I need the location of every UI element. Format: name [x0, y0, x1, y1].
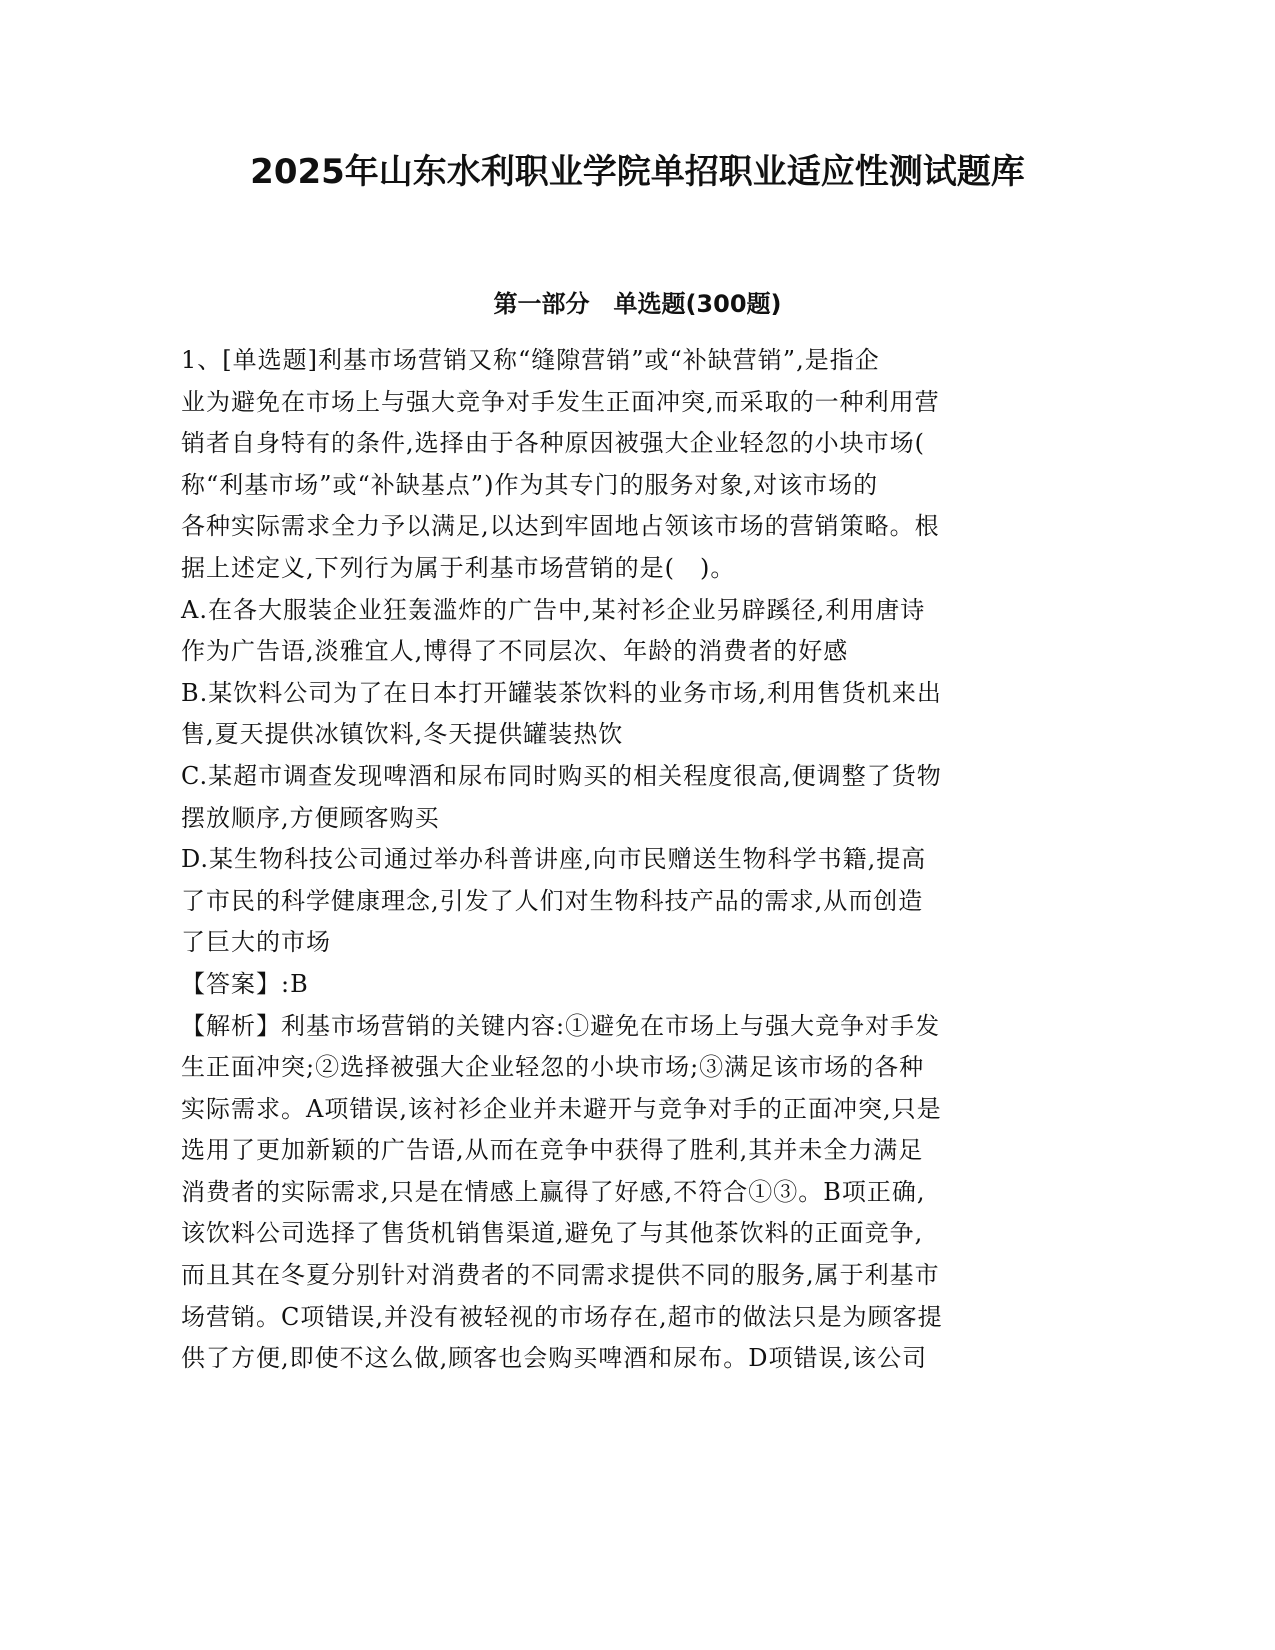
analysis-line: 实际需求。A项错误,该衬衫企业并未避开与竞争对手的正面冲突,只是: [181, 1094, 942, 1123]
analysis-line: 选用了更加新颖的广告语,从而在竞争中获得了胜利,其并未全力满足: [181, 1136, 924, 1165]
option-d-line: D.某生物科技公司通过举办科普讲座,向市民赠送生物科学书籍,提高: [181, 845, 927, 874]
question-stem-line: 1、[单选题]利基市场营销又称“缝隙营销”或“补缺营销”,是指企: [181, 346, 880, 374]
question-stem-line: 称“利基市场”或“补缺基点”)作为其专门的服务对象,对该市场的: [181, 470, 879, 499]
question-stem-line: 各种实际需求全力予以满足,以达到牢固地占领该市场的营销策略。根: [181, 512, 940, 541]
option-a-line: A.在各大服装企业狂轰滥炸的广告中,某衬衫企业另辟蹊径,利用唐诗: [181, 595, 926, 624]
option-c-line: C.某超市调查发现啤酒和尿布同时购买的相关程度很高,便调整了货物: [181, 761, 942, 790]
question-stem-line: 销者自身特有的条件,选择由于各种原因被强大企业轻忽的小块市场(: [181, 429, 925, 458]
answer-line: 【答案】:B: [181, 969, 309, 998]
section-heading: 第一部分 单选题(300题): [493, 290, 782, 318]
analysis-line: 生正面冲突;②选择被强大企业轻忽的小块市场;③满足该市场的各种: [181, 1053, 925, 1082]
analysis-line: 场营销。C项错误,并没有被轻视的市场存在,超市的做法只是为顾客提: [181, 1302, 943, 1331]
option-d-line: 了巨大的市场: [181, 928, 331, 957]
document-title: 2025年山东水利职业学院单招职业适应性测试题库: [250, 152, 1025, 192]
analysis-line: 【解析】利基市场营销的关键内容:①避免在市场上与强大竞争对手发: [181, 1011, 941, 1040]
option-c-line: 摆放顺序,方便顾客购买: [181, 803, 440, 832]
analysis-line: 供了方便,即使不这么做,顾客也会购买啤酒和尿布。D项错误,该公司: [181, 1344, 928, 1373]
analysis-line: 该饮料公司选择了售货机销售渠道,避免了与其他茶饮料的正面竞争,: [181, 1219, 924, 1248]
question-body: [181, 340, 1041, 1380]
option-a-line: 作为广告语,淡雅宜人,博得了不同层次、年龄的消费者的好感: [181, 637, 849, 666]
option-d-line: 了市民的科学健康理念,引发了人们对生物科技产品的需求,从而创造: [181, 886, 924, 915]
analysis-line: 消费者的实际需求,只是在情感上赢得了好感,不符合①③。B项正确,: [181, 1177, 926, 1206]
question-stem-line: 据上述定义,下列行为属于利基市场营销的是( )。: [181, 553, 736, 582]
question-stem-line: 业为避免在市场上与强大竞争对手发生正面冲突,而采取的一种利用营: [181, 387, 940, 416]
option-b-line: 售,夏天提供冰镇饮料,冬天提供罐装热饮: [181, 720, 624, 749]
option-b-line: B.某饮料公司为了在日本打开罐装茶饮料的业务市场,利用售货机来出: [181, 678, 942, 707]
analysis-line: 而且其在冬夏分别针对消费者的不同需求提供不同的服务,属于利基市: [181, 1261, 940, 1290]
